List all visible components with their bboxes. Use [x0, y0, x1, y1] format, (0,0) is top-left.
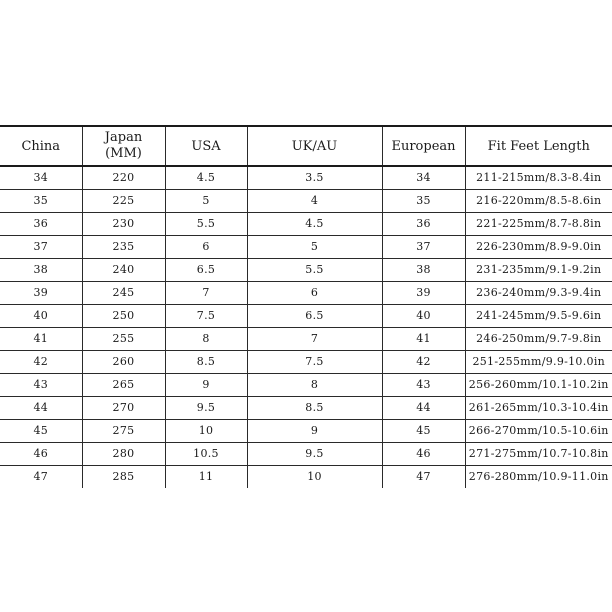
- cell-china: 34: [0, 166, 82, 189]
- table-row: [0, 281, 612, 304]
- cell-japan: 275: [82, 419, 165, 442]
- cell-china: 43: [0, 373, 82, 396]
- cell-fit-feet-length: 226-230mm/8.9-9.0in: [465, 235, 612, 258]
- cell-uk-au: 6: [247, 281, 382, 304]
- table-row: [0, 327, 612, 350]
- cell-european: 44: [382, 396, 465, 419]
- cell-fit-feet-length: 221-225mm/8.7-8.8in: [465, 212, 612, 235]
- cell-uk-au: 9.5: [247, 442, 382, 465]
- cell-european: 46: [382, 442, 465, 465]
- cell-fit-feet-length: 231-235mm/9.1-9.2in: [465, 258, 612, 281]
- cell-japan: 265: [82, 373, 165, 396]
- header-china: China: [0, 126, 82, 166]
- size-chart-table: [0, 125, 612, 488]
- cell-usa: 4.5: [165, 166, 247, 189]
- cell-japan: 250: [82, 304, 165, 327]
- cell-china: 41: [0, 327, 82, 350]
- table-row: [0, 465, 612, 488]
- cell-european: 37: [382, 235, 465, 258]
- cell-japan: 260: [82, 350, 165, 373]
- cell-japan: 220: [82, 166, 165, 189]
- table-row: [0, 258, 612, 281]
- size-chart-body: [0, 166, 612, 488]
- cell-usa: 5.5: [165, 212, 247, 235]
- cell-china: 37: [0, 235, 82, 258]
- cell-usa: 8: [165, 327, 247, 350]
- cell-japan: 245: [82, 281, 165, 304]
- cell-fit-feet-length: 241-245mm/9.5-9.6in: [465, 304, 612, 327]
- header-row: [0, 126, 612, 166]
- cell-european: 39: [382, 281, 465, 304]
- cell-usa: 7.5: [165, 304, 247, 327]
- cell-china: 40: [0, 304, 82, 327]
- cell-fit-feet-length: 256-260mm/10.1-10.2in: [465, 373, 612, 396]
- cell-fit-feet-length: 246-250mm/9.7-9.8in: [465, 327, 612, 350]
- cell-japan: 255: [82, 327, 165, 350]
- cell-usa: 11: [165, 465, 247, 488]
- cell-china: 42: [0, 350, 82, 373]
- cell-uk-au: 5.5: [247, 258, 382, 281]
- cell-fit-feet-length: 211-215mm/8.3-8.4in: [465, 166, 612, 189]
- cell-european: 38: [382, 258, 465, 281]
- cell-uk-au: 6.5: [247, 304, 382, 327]
- cell-japan: 225: [82, 189, 165, 212]
- header-fit-feet-length: Fit Feet Length: [465, 126, 612, 166]
- cell-china: 45: [0, 419, 82, 442]
- cell-european: 41: [382, 327, 465, 350]
- cell-uk-au: 3.5: [247, 166, 382, 189]
- cell-uk-au: 9: [247, 419, 382, 442]
- table-row: [0, 166, 612, 189]
- cell-fit-feet-length: 251-255mm/9.9-10.0in: [465, 350, 612, 373]
- cell-european: 42: [382, 350, 465, 373]
- table-row: [0, 396, 612, 419]
- cell-usa: 9: [165, 373, 247, 396]
- cell-european: 36: [382, 212, 465, 235]
- cell-fit-feet-length: 216-220mm/8.5-8.6in: [465, 189, 612, 212]
- table-row: [0, 304, 612, 327]
- cell-fit-feet-length: 261-265mm/10.3-10.4in: [465, 396, 612, 419]
- cell-usa: 8.5: [165, 350, 247, 373]
- cell-uk-au: 4: [247, 189, 382, 212]
- cell-uk-au: 8: [247, 373, 382, 396]
- cell-usa: 5: [165, 189, 247, 212]
- cell-japan: 230: [82, 212, 165, 235]
- header-uk-au: UK/AU: [247, 126, 382, 166]
- cell-uk-au: 8.5: [247, 396, 382, 419]
- table-row: [0, 442, 612, 465]
- cell-china: 47: [0, 465, 82, 488]
- header-japan-label: Japan: [104, 130, 143, 145]
- cell-european: 43: [382, 373, 465, 396]
- table-row: [0, 350, 612, 373]
- cell-japan: 280: [82, 442, 165, 465]
- table-row: [0, 373, 612, 396]
- header-japan-unit: (MM): [105, 146, 142, 161]
- cell-usa: 6: [165, 235, 247, 258]
- cell-uk-au: 4.5: [247, 212, 382, 235]
- cell-usa: 10: [165, 419, 247, 442]
- cell-fit-feet-length: 276-280mm/10.9-11.0in: [465, 465, 612, 488]
- header-usa: USA: [165, 126, 247, 166]
- cell-european: 40: [382, 304, 465, 327]
- header-european: European: [382, 126, 465, 166]
- cell-european: 47: [382, 465, 465, 488]
- table-row: [0, 189, 612, 212]
- size-chart-header: [0, 126, 612, 166]
- table-row: [0, 235, 612, 258]
- cell-china: 35: [0, 189, 82, 212]
- cell-fit-feet-length: 266-270mm/10.5-10.6in: [465, 419, 612, 442]
- cell-japan: 270: [82, 396, 165, 419]
- cell-european: 45: [382, 419, 465, 442]
- cell-uk-au: 10: [247, 465, 382, 488]
- cell-european: 34: [382, 166, 465, 189]
- cell-uk-au: 5: [247, 235, 382, 258]
- cell-usa: 6.5: [165, 258, 247, 281]
- cell-usa: 10.5: [165, 442, 247, 465]
- cell-fit-feet-length: 271-275mm/10.7-10.8in: [465, 442, 612, 465]
- cell-uk-au: 7: [247, 327, 382, 350]
- cell-japan: 285: [82, 465, 165, 488]
- cell-china: 44: [0, 396, 82, 419]
- header-japan: [82, 126, 165, 166]
- cell-fit-feet-length: 236-240mm/9.3-9.4in: [465, 281, 612, 304]
- cell-usa: 9.5: [165, 396, 247, 419]
- cell-china: 36: [0, 212, 82, 235]
- cell-china: 46: [0, 442, 82, 465]
- cell-china: 38: [0, 258, 82, 281]
- table-row: [0, 212, 612, 235]
- table-row: [0, 419, 612, 442]
- cell-usa: 7: [165, 281, 247, 304]
- cell-japan: 240: [82, 258, 165, 281]
- cell-european: 35: [382, 189, 465, 212]
- cell-japan: 235: [82, 235, 165, 258]
- cell-china: 39: [0, 281, 82, 304]
- cell-uk-au: 7.5: [247, 350, 382, 373]
